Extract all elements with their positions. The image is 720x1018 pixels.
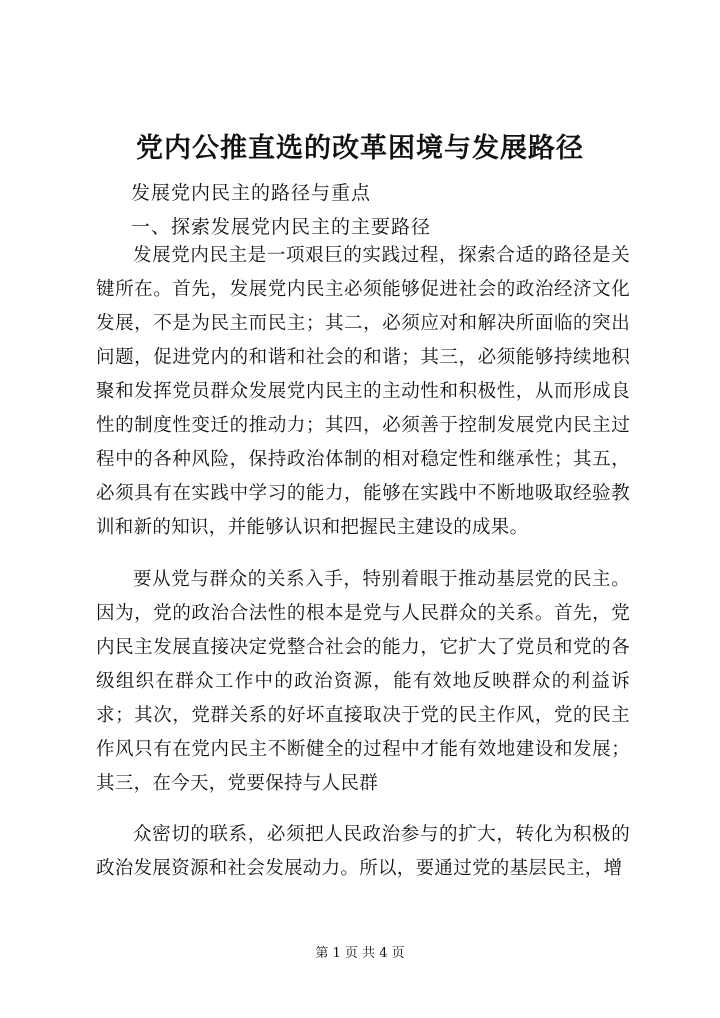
document-title: 党内公推直选的改革困境与发展路径: [136, 133, 584, 164]
body-paragraph-2: 要从党与群众的关系入手，特别着眼于推动基层党的民主。因为，党的政治合法性的根本是党与人民群众的关系。首先，党内民主发展直接决定党整合社会的能力，它扩大了党员和党的各级组织在群众工作中的政治资源，能有效地反映群众的利益诉求；其次，党群关系的好坏直接取决于党的民主作风，党的民主作风只有在党内民主不断健全的过程中才能有效地建设和发展；其三，在今天，党要保持与人民群: [96, 569, 630, 794]
body-paragraph-3: 众密切的联系，必须把人民政治参与的扩大，转化为积极的政治发展资源和社会发展动力。所以，要通过党的基层民主，增: [96, 824, 630, 879]
subsection-heading: 一、探索发展党内民主的主要路径: [131, 216, 432, 238]
body-paragraph-1: 发展党内民主是一项艰巨的实践过程，探索合适的路径是关键所在。首先，发展党内民主必须能够促进社会的政治经济文化发展，不是为民主而民主；其二，必须应对和解决所面临的突出问题，促进党内的和谐和社会的和谐；其三，必须能够持续地积聚和发挥党员群众发展党内民主的主动性和积极性，从而形成良性的制度性变迁的推动力；其四，必须善于控制发展党内民主过程中的各种风险，保持政治体制的相对稳定性和继承性；其五，必须具有在实践中学习的能力，能够在实践中不断地吸取经验教训和新的知识，并能够认识和把握民主建设的成果。: [96, 245, 630, 538]
page-number-footer: 第 1 页 共 4 页: [315, 946, 405, 961]
section-heading: 发展党内民主的路径与重点: [131, 182, 372, 204]
